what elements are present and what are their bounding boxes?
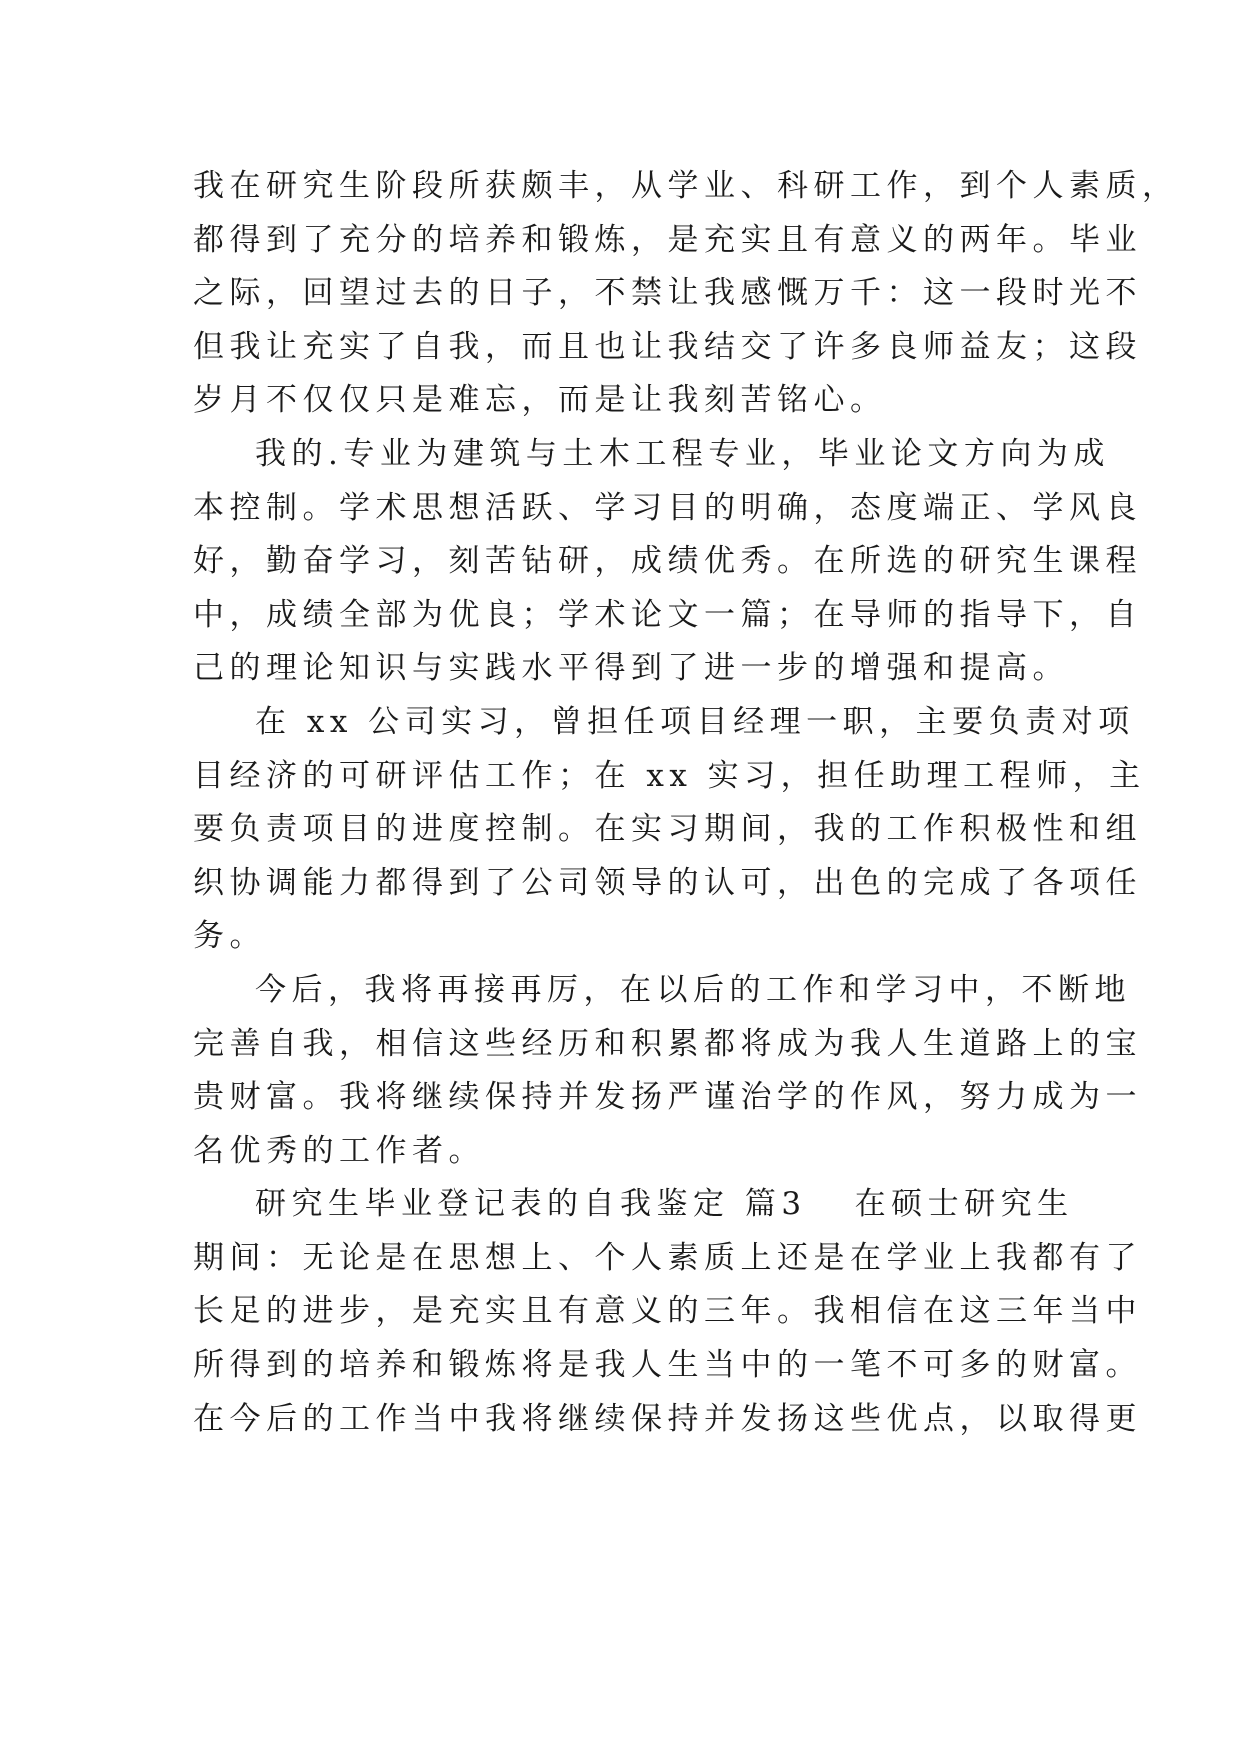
paragraph-first-line: 今后，我将再接再厉，在以后的工作和学习中，不断地	[255, 971, 1131, 1008]
text-line: 在今后的工作当中我将继续保持并发扬这些优点，以取得更	[193, 1400, 1142, 1437]
text-line: 期间：无论是在思想上、个人素质上还是在学业上我都有了	[193, 1239, 1142, 1276]
text-line: 目经济的可研评估工作；在 xx 实习，担任助理工程师，主	[193, 757, 1146, 794]
text-line: 要负责项目的进度控制。在实习期间，我的工作积极性和组	[193, 811, 1142, 848]
text-line: 好，勤奋学习，刻苦钻研，成绩优秀。在所选的研究生课程	[193, 543, 1142, 580]
section-heading: 研究生毕业登记表的自我鉴定 篇3	[255, 1186, 807, 1223]
text-line: 都得到了充分的培养和锻炼，是充实且有意义的两年。毕业	[193, 221, 1142, 258]
text-line: 中，成绩全部为优良；学术论文一篇；在导师的指导下，自	[193, 596, 1142, 633]
text-line: 我在研究生阶段所获颇丰，从学业、科研工作，到个人素质，	[193, 168, 1179, 204]
text-line: 之际，回望过去的日子，不禁让我感慨万千：这一段时光不	[193, 275, 1142, 312]
paragraph-first-line: 我的.专业为建筑与土木工程专业，毕业论文方向为成	[255, 435, 1110, 472]
text-line: 但我让充实了自我，而且也让我结交了许多良师益友；这段	[193, 328, 1142, 365]
document-body	[193, 160, 1179, 1446]
text-line: 完善自我，相信这些经历和积累都将成为我人生道路上的宝	[193, 1025, 1142, 1062]
text-line: 岁月不仅仅只是难忘，而是让我刻苦铭心。	[193, 382, 887, 419]
text-line: 织协调能力都得到了公司领导的认可，出色的完成了各项任	[193, 864, 1142, 901]
text-line: 贵财富。我将继续保持并发扬严谨治学的作风，努力成为一	[193, 1079, 1142, 1116]
text-line: 所得到的培养和锻炼将是我人生当中的一笔不可多的财富。	[193, 1347, 1142, 1384]
text-line: 己的理论知识与实践水平得到了进一步的增强和提高。	[193, 650, 1069, 687]
section-heading-line	[193, 1178, 1073, 1232]
text-line: 名优秀的工作者。	[193, 1132, 485, 1169]
text-line: 长足的进步，是充实且有意义的三年。我相信在这三年当中	[193, 1293, 1142, 1330]
text-line: 本控制。学术思想活跃、学习目的明确，态度端正、学风良	[193, 489, 1142, 526]
paragraph-first-line: 在 xx 公司实习，曾担任项目经理一职，主要负责对项	[255, 703, 1135, 740]
heading-tail-text: 在硕士研究生	[854, 1186, 1074, 1223]
text-line: 务。	[193, 918, 266, 955]
